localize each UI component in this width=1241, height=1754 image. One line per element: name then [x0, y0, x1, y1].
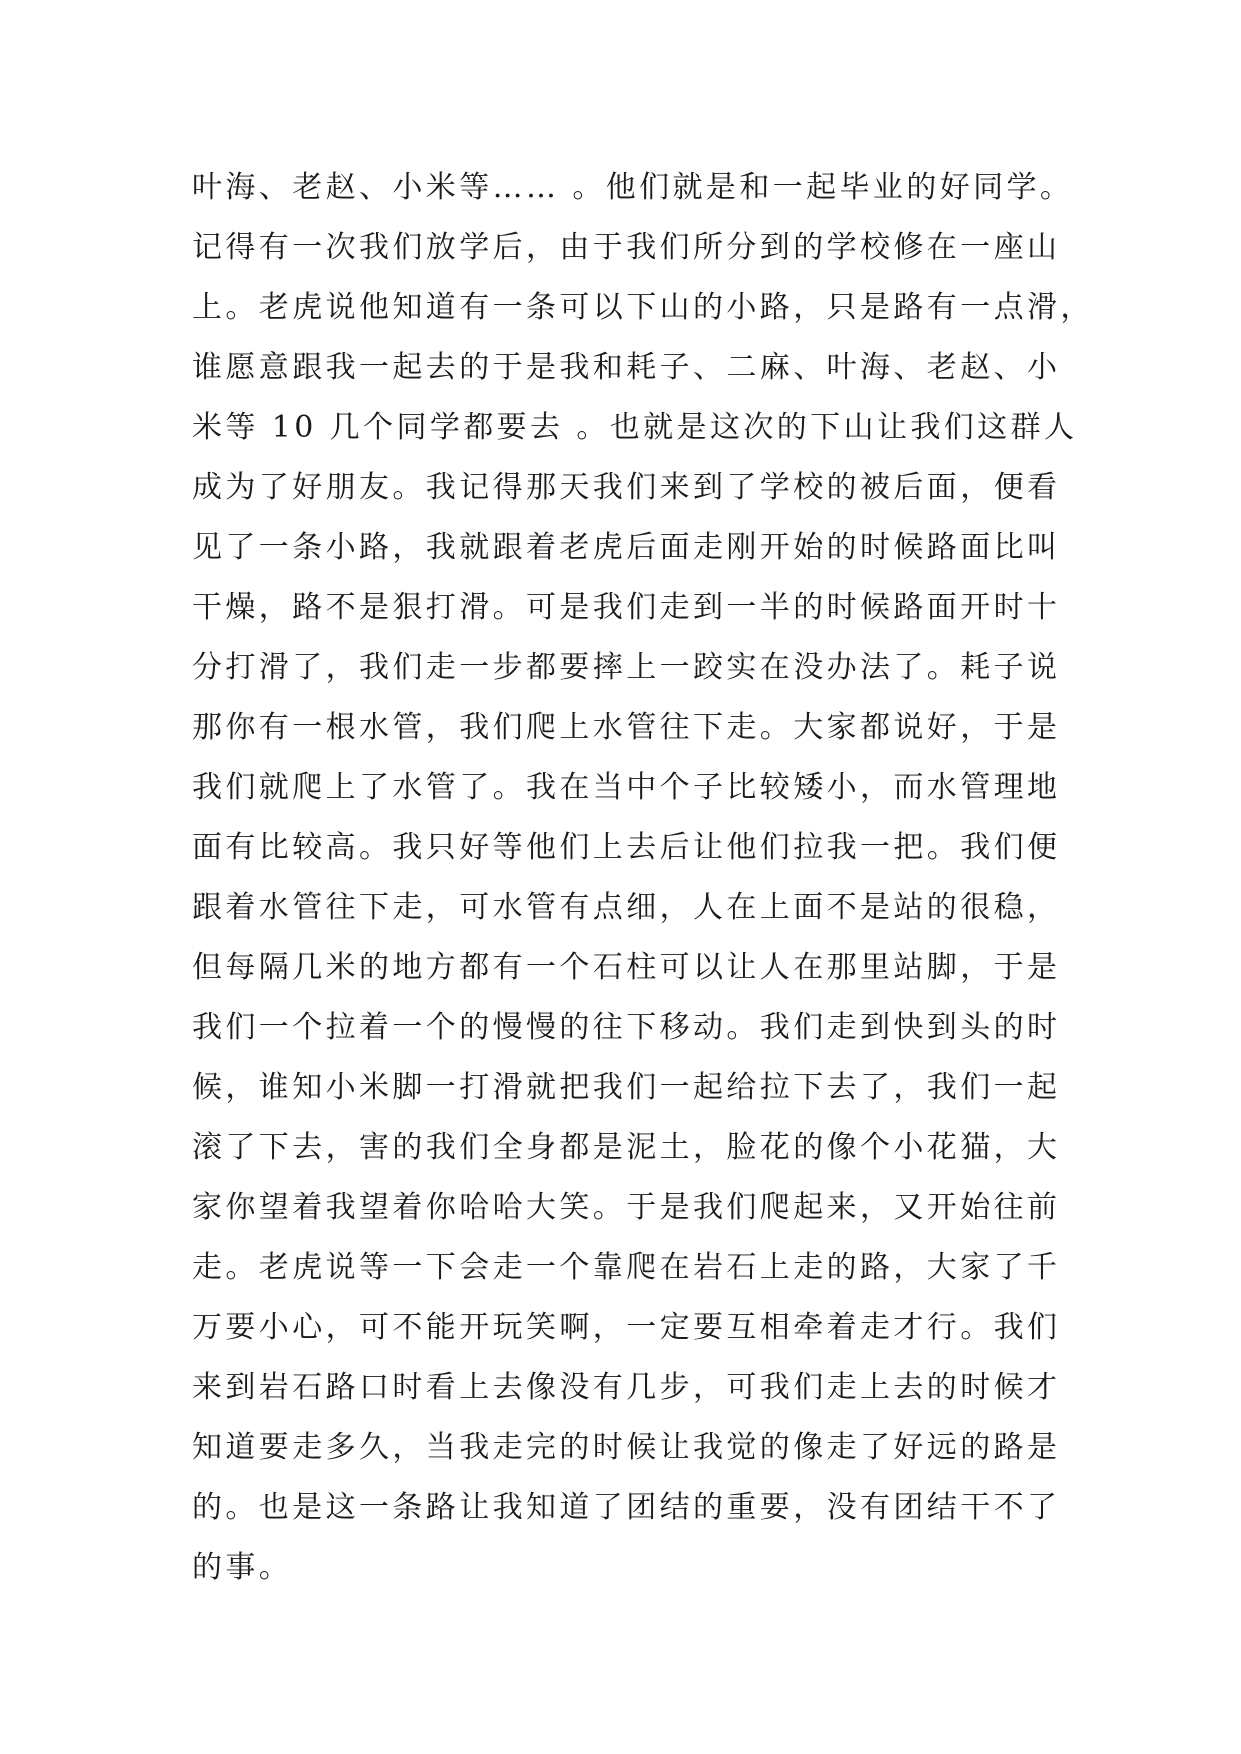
text-line-21: 来到岩石路口时看上去像没有几步，可我们走上去的时候才	[192, 1370, 1061, 1405]
text-line-8: 干燥，路不是狠打滑。可是我们走到一半的时候路面开时十	[192, 590, 1061, 625]
text-line-11: 我们就爬上了水管了。我在当中个子比较矮小，而水管理地	[192, 770, 1061, 805]
text-line-20: 万要小心，可不能开玩笑啊，一定要互相牵着走才行。我们	[192, 1310, 1061, 1345]
text-line-6: 成为了好朋友。我记得那天我们来到了学校的被后面，便看	[192, 470, 1061, 505]
text-line-15: 我们一个拉着一个的慢慢的往下移动。我们走到快到头的时	[192, 1010, 1061, 1045]
text-line-3: 上。老虎说他知道有一条可以下山的小路，只是路有一点滑，	[192, 290, 1094, 325]
text-line-22: 知道要走多久，当我走完的时候让我觉的像走了好远的路是	[192, 1430, 1061, 1465]
text-line-23: 的。也是这一条路让我知道了团结的重要，没有团结干不了	[192, 1490, 1061, 1525]
text-line-17: 滚了下去，害的我们全身都是泥土，脸花的像个小花猫，大	[192, 1130, 1061, 1165]
text-line-19: 走。老虎说等一下会走一个靠爬在岩石上走的路，大家了千	[192, 1250, 1061, 1285]
text-line-5: 米等 10 几个同学都要去 。也就是这次的下山让我们这群人	[192, 410, 1078, 445]
text-line-24: 的事。	[192, 1550, 293, 1585]
text-line-13: 跟着水管往下走，可水管有点细，人在上面不是站的很稳，	[192, 890, 1061, 925]
text-line-7: 见了一条小路，我就跟着老虎后面走刚开始的时候路面比叫	[192, 530, 1061, 565]
text-line-1: 叶海、老赵、小米等…… 。他们就是和一起毕业的好同学。	[192, 170, 1074, 205]
text-line-12: 面有比较高。我只好等他们上去后让他们拉我一把。我们便	[192, 830, 1061, 865]
text-line-18: 家你望着我望着你哈哈大笑。于是我们爬起来，又开始往前	[192, 1190, 1061, 1225]
text-line-14: 但每隔几米的地方都有一个石柱可以让人在那里站脚，于是	[192, 950, 1061, 985]
body-text	[192, 158, 1094, 1598]
text-line-10: 那你有一根水管，我们爬上水管往下走。大家都说好，于是	[192, 710, 1061, 745]
text-line-2: 记得有一次我们放学后，由于我们所分到的学校修在一座山	[192, 230, 1061, 265]
text-line-4: 谁愿意跟我一起去的于是我和耗子、二麻、叶海、老赵、小	[192, 350, 1061, 385]
text-line-9: 分打滑了，我们走一步都要摔上一跤实在没办法了。耗子说	[192, 650, 1061, 685]
text-line-16: 候，谁知小米脚一打滑就把我们一起给拉下去了，我们一起	[192, 1070, 1061, 1105]
